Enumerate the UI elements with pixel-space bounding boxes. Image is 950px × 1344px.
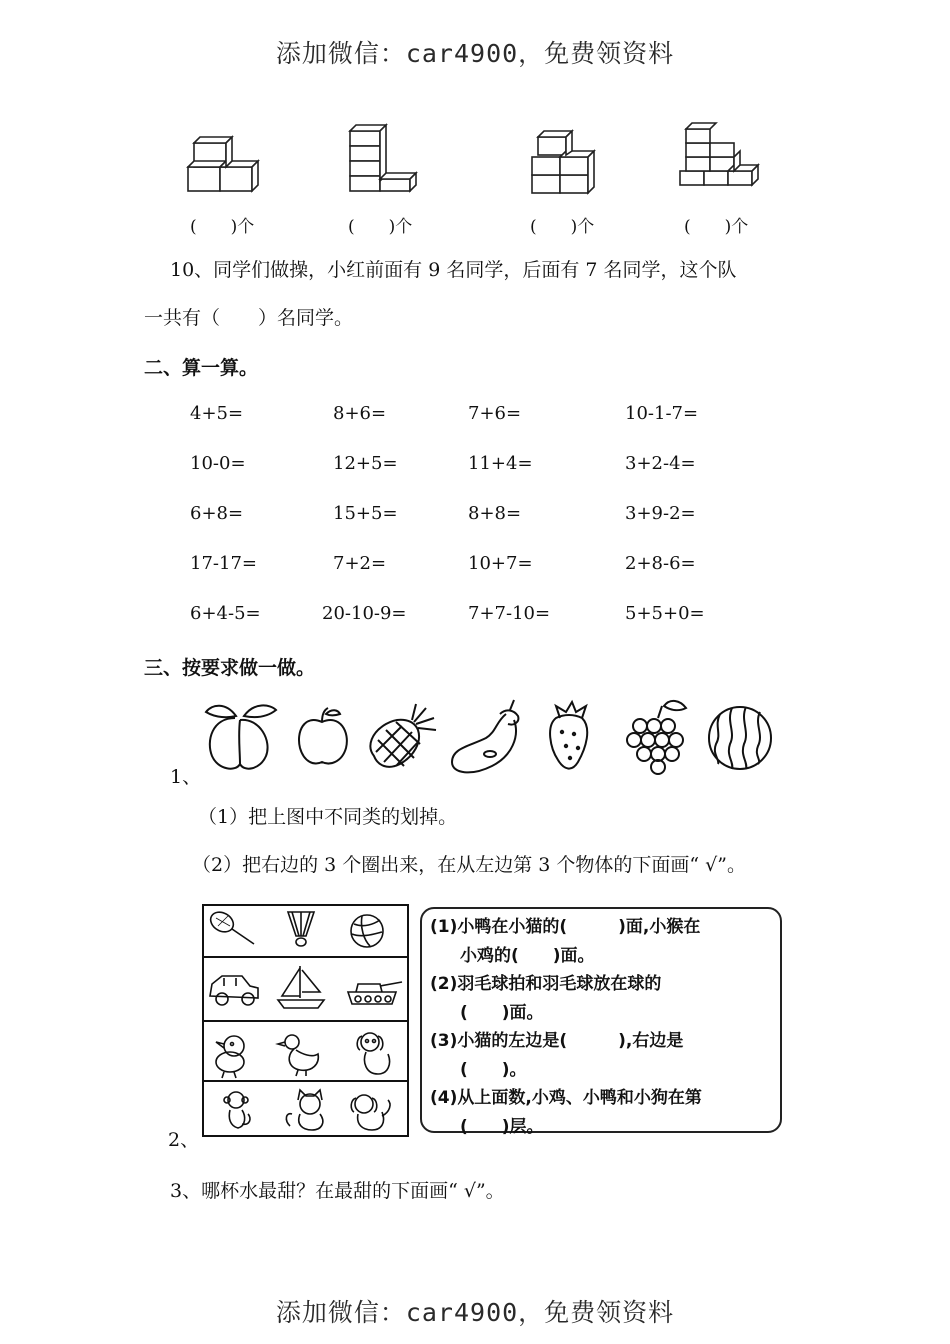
calc-r1c1: 4+5=: [190, 403, 244, 424]
dog-icon: [357, 1033, 389, 1074]
calc-r5c3: 7+7-10=: [468, 603, 551, 624]
q2-line4: ( )面。: [460, 1002, 544, 1023]
watermark-bottom: 添加微信：car4900，免费领资料: [275, 1298, 675, 1327]
q2-line5: (3)小猫的左边是( ),右边是: [430, 1031, 684, 1051]
cube-count-1[interactable]: ( )个: [190, 217, 255, 237]
calc-r1c2: 8+6=: [333, 403, 387, 424]
watermark-top: 添加微信：car4900，免费领资料: [275, 39, 675, 68]
tank-icon: [348, 982, 402, 1004]
q2-line1: (1)小鸭在小猫的( )面,小猴在: [430, 917, 701, 937]
monkey-icon: [224, 1092, 250, 1128]
grapes-icon: [627, 701, 686, 774]
calc-r4c3: 10+7=: [468, 553, 533, 574]
peach-icon: [206, 705, 276, 768]
q2-line6: ( )。: [460, 1059, 527, 1080]
strawberry-icon: [550, 702, 587, 769]
q2-number: 2、: [168, 1129, 200, 1151]
q2-question-box: [420, 907, 782, 1137]
duck-icon: [278, 1035, 318, 1076]
sailboat-icon: [278, 966, 324, 1008]
q2-line2: 小鸡的( )面。: [460, 945, 595, 966]
calc-r1c4: 10-1-7=: [625, 403, 699, 424]
calc-r5c2: 20-10-9=: [322, 603, 407, 624]
cat-icon: [286, 1090, 322, 1130]
cube-stack-3: [532, 131, 594, 193]
calc-r3c3: 8+8=: [468, 503, 522, 524]
calc-r3c4: 3+9-2=: [625, 503, 696, 524]
section2-heading: 二、算一算。: [144, 357, 259, 379]
car-icon: [210, 976, 258, 1005]
q2-line7: (4)从上面数,小鸡、小鸭和小狗在第: [430, 1088, 702, 1108]
q10-line1: 10、同学们做操，小红前面有 9 名同学，后面有 7 名同学，这个队: [170, 259, 737, 281]
watermelon-icon: [709, 707, 771, 769]
q1-part2: （2）把右边的 3 个圈出来，在从左边第 3 个物体的下面画“ √”。: [192, 854, 746, 876]
calc-r4c2: 7+2=: [333, 553, 387, 574]
cube-count-3[interactable]: ( )个: [530, 217, 595, 237]
calc-r2c3: 11+4=: [468, 453, 533, 474]
calc-r4c4: 2+8-6=: [625, 553, 696, 574]
calc-r3c2: 15+5=: [333, 503, 398, 524]
q2-line8: ( )层。: [460, 1116, 544, 1137]
fruit-row: [200, 696, 785, 776]
cube-stacks-figure: [180, 115, 780, 200]
section3-heading: 三、按要求做一做。: [144, 657, 316, 679]
q2-line3: (2)羽毛球拍和羽毛球放在球的: [430, 974, 662, 994]
q1-part1: （1）把上图中不同类的划掉。: [198, 806, 458, 828]
badminton-racket-icon: [207, 908, 254, 944]
q10-line2: 一共有（ ）名同学。: [144, 307, 354, 329]
calc-r2c4: 3+2-4=: [625, 453, 696, 474]
calc-r1c3: 7+6=: [468, 403, 522, 424]
cube-count-4[interactable]: ( )个: [684, 217, 749, 237]
apple-icon: [299, 708, 347, 763]
chick-icon: [216, 1036, 244, 1078]
cube-stack-2: [350, 125, 416, 191]
calc-r3c1: 6+8=: [190, 503, 244, 524]
puppy-icon: [351, 1095, 390, 1130]
calc-r2c1: 10-0=: [190, 453, 246, 474]
pineapple-icon: [370, 704, 436, 767]
q3-text: 3、哪杯水最甜？在最甜的下面画“ √”。: [170, 1180, 505, 1202]
calc-r5c1: 6+4-5=: [190, 603, 261, 624]
calc-r5c4: 5+5+0=: [625, 603, 705, 624]
shuttlecock-icon: [288, 912, 314, 946]
shelf-grid: [202, 904, 409, 1137]
ball-icon: [351, 915, 383, 947]
cube-stack-1: [188, 137, 258, 191]
eggplant-icon: [452, 700, 518, 772]
q1-number: 1、: [170, 766, 202, 788]
cube-count-2[interactable]: ( )个: [348, 217, 413, 237]
calc-r2c2: 12+5=: [333, 453, 398, 474]
cube-stack-4: [680, 123, 758, 185]
calc-r4c1: 17-17=: [190, 553, 257, 574]
